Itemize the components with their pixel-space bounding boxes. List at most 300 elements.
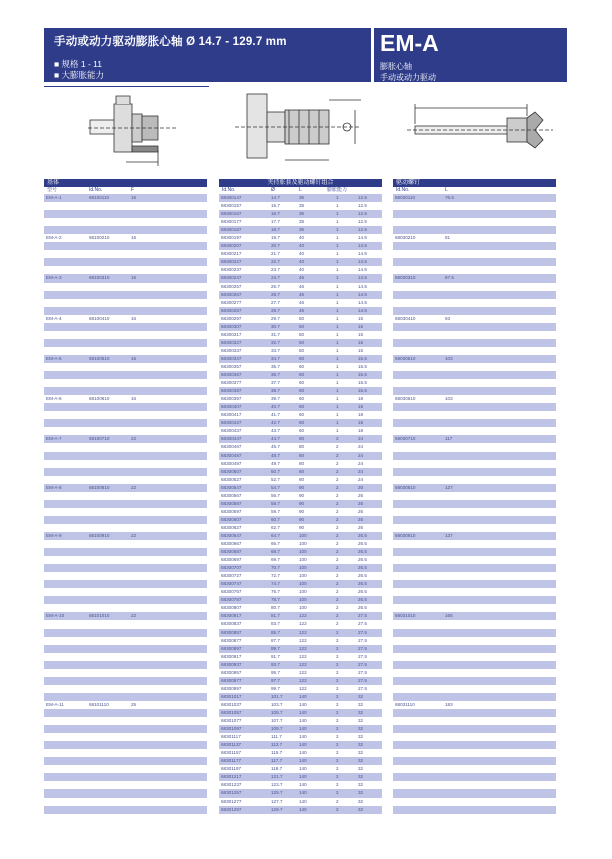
table-row (393, 757, 556, 765)
table-row (219, 226, 382, 234)
cell-type: EM-A-3 (46, 275, 62, 281)
cell-length: 40 (299, 243, 305, 249)
cell-id: 68100310 (89, 275, 110, 281)
cell-capacity: 2 (336, 516, 339, 522)
table-row (393, 556, 556, 564)
cell-diameter: 70.7 (271, 565, 280, 571)
table-row (219, 572, 382, 580)
table-row (44, 645, 207, 653)
cell-length: 140 (299, 806, 307, 812)
cell-diameter: 127.7 (271, 798, 283, 804)
drive-screw-panel (393, 179, 556, 814)
cell-value: 24 (358, 444, 364, 450)
cell-capacity: 2 (336, 468, 339, 474)
cell-id: 68300857 (221, 629, 242, 635)
cell-id: 68300377 (221, 380, 242, 386)
cell-id: 68301217 (221, 774, 242, 780)
cell-length: 140 (299, 701, 307, 707)
cell-capacity: 2 (336, 436, 339, 442)
table-row (393, 427, 556, 435)
cell-id: 68301297 (221, 806, 242, 812)
cell-id: 68300157 (221, 203, 242, 209)
table-row (219, 242, 382, 250)
table-row (219, 194, 382, 202)
cell-value: 32 (358, 726, 364, 732)
table-row (44, 194, 207, 202)
cell-value: 15 (358, 331, 364, 337)
table-row (219, 427, 382, 435)
cell-id: 68300287 (221, 307, 242, 313)
cell-capacity: 2 (336, 766, 339, 772)
cell-id: 68301077 (221, 718, 242, 724)
table-row (44, 435, 207, 443)
cell-type: EM-A-2 (46, 235, 62, 241)
cell-diameter: 42.7 (271, 420, 280, 426)
table-row (44, 773, 207, 781)
cell-length: 35 (299, 203, 305, 209)
table-row (393, 484, 556, 492)
table-row (44, 685, 207, 693)
cell-capacity: 1 (336, 299, 339, 305)
cell-diameter: 43.7 (271, 428, 280, 434)
cell-length: 90 (299, 500, 305, 506)
cell-id: 68300407 (221, 404, 242, 410)
table-row (219, 789, 382, 797)
cell-capacity: 2 (336, 500, 339, 506)
cell-capacity: 2 (336, 742, 339, 748)
cell-value: 12.5 (358, 203, 367, 209)
cell-id: 68300357 (221, 363, 242, 369)
cell-diameter: 117.7 (271, 758, 283, 764)
table-row (219, 806, 382, 814)
cell-length: 80 (299, 468, 305, 474)
cell-id: 68030310 (395, 275, 416, 281)
cell-length: 140 (299, 734, 307, 740)
cell-length: 90 (299, 508, 305, 514)
cell-length: 122 (299, 677, 307, 683)
table-row (393, 339, 556, 347)
cell-id: 68300297 (221, 315, 242, 321)
cell-id: 68300217 (221, 251, 242, 257)
cell-type: EM-A-7 (46, 436, 62, 442)
cell-capacity: 1 (336, 307, 339, 313)
table-row (44, 363, 207, 371)
table-row (393, 781, 556, 789)
cell-value: 15 (358, 339, 364, 345)
cell-capacity: 2 (336, 637, 339, 643)
cell-id: 68031010 (395, 613, 416, 619)
table-row (393, 741, 556, 749)
table-row (219, 685, 382, 693)
table-row (219, 315, 382, 323)
sleeve-panel-title: 夹持胀套及驱动螺钉组合 (219, 179, 382, 187)
cell-diameter: 78.7 (271, 597, 280, 603)
cell-id: 68300267 (221, 291, 242, 297)
table-row (44, 661, 207, 669)
cell-length: 140 (299, 766, 307, 772)
cell-id: 68100710 (89, 436, 110, 442)
cell-capacity: 1 (336, 243, 339, 249)
cell-capacity: 2 (336, 710, 339, 715)
cell-length: 60 (299, 412, 305, 418)
table-row (393, 323, 556, 331)
table-row (219, 492, 382, 500)
cell-diameter: 34.7 (271, 355, 280, 361)
table-row (393, 500, 556, 508)
cell-capacity: 1 (336, 195, 339, 200)
table-row (393, 516, 556, 524)
cell-length: 60 (299, 363, 305, 369)
cell-f: 22 (131, 613, 137, 619)
cell-id: 68300447 (221, 436, 242, 442)
table-row (44, 443, 207, 451)
cell-capacity: 2 (336, 476, 339, 482)
cell-diameter: 113.7 (271, 742, 283, 748)
table-row (44, 806, 207, 814)
cell-length: 81 (445, 235, 451, 241)
cell-capacity: 2 (336, 508, 339, 514)
cell-id: 68301057 (221, 710, 242, 715)
cell-id: 68030810 (395, 484, 416, 490)
cell-capacity: 1 (336, 203, 339, 209)
cell-length: 46 (299, 275, 305, 281)
cell-length: 140 (299, 774, 307, 780)
table-row (393, 283, 556, 291)
cell-length: 40 (299, 235, 305, 241)
cell-id: 68300697 (221, 557, 242, 563)
bullet-expansion: ■ 大膨胀能力 (54, 70, 104, 80)
cell-id: 68300397 (221, 396, 242, 402)
cell-length: 100 (299, 565, 307, 571)
cell-capacity: 2 (336, 589, 339, 595)
cell-diameter: 58.7 (271, 500, 280, 506)
cell-type: EM-A-9 (46, 532, 62, 538)
cell-id: 68301257 (221, 790, 242, 796)
table-row (393, 363, 556, 371)
cell-capacity: 1 (336, 380, 339, 386)
table-row (219, 476, 382, 484)
cell-diameter: 23.7 (271, 267, 280, 273)
table-row (219, 637, 382, 645)
cell-value: 32 (358, 774, 364, 780)
table-row (219, 210, 382, 218)
table-row (393, 194, 556, 202)
table-row (219, 733, 382, 741)
sleeve-rows (219, 194, 382, 814)
cell-capacity: 1 (336, 315, 339, 321)
table-row (219, 645, 382, 653)
cell-id: 68100110 (89, 195, 110, 200)
cell-capacity: 2 (336, 621, 339, 627)
cell-capacity: 1 (336, 372, 339, 378)
cell-value: 26.5 (358, 605, 367, 611)
table-row (393, 661, 556, 669)
drive-screw-drawing (403, 90, 563, 168)
cell-length: 35 (299, 227, 305, 233)
cell-length: 60 (299, 428, 305, 434)
table-row (219, 323, 382, 331)
table-row (393, 765, 556, 773)
cell-value: 32 (358, 693, 364, 699)
cell-length: 80 (299, 436, 305, 442)
table-row (393, 435, 556, 443)
table-row (219, 435, 382, 443)
table-row (219, 331, 382, 339)
cell-diameter: 119.7 (271, 766, 283, 772)
cell-capacity: 1 (336, 267, 339, 273)
table-row (219, 387, 382, 395)
cell-length: 122 (299, 613, 307, 619)
table-row (393, 476, 556, 484)
cell-id: 68300307 (221, 323, 242, 329)
cell-id: 68301237 (221, 782, 242, 788)
table-row (219, 677, 382, 685)
table-row (219, 798, 382, 806)
table-row (44, 516, 207, 524)
cell-value: 14.5 (358, 243, 367, 249)
table-row (219, 258, 382, 266)
table-row (219, 452, 382, 460)
table-row (44, 508, 207, 516)
table-row (219, 274, 382, 282)
table-row (44, 274, 207, 282)
cell-length: 76.5 (445, 195, 454, 200)
table-row (44, 307, 207, 315)
cell-id: 68300277 (221, 299, 242, 305)
table-row (44, 757, 207, 765)
table-row (44, 250, 207, 258)
cell-value: 14.5 (358, 283, 367, 289)
cell-capacity: 2 (336, 557, 339, 563)
table-row (393, 452, 556, 460)
cell-id: 68030610 (395, 396, 416, 402)
cell-value: 32 (358, 766, 364, 772)
cell-f: 22 (131, 532, 137, 538)
cell-diameter: 101.7 (271, 693, 283, 699)
table-row (393, 315, 556, 323)
cell-value: 24 (358, 436, 364, 442)
cell-value: 15 (358, 347, 364, 353)
cell-value: 12.5 (358, 219, 367, 225)
table-row (219, 516, 382, 524)
table-row (44, 781, 207, 789)
cell-id: 68030710 (395, 436, 416, 442)
cell-id: 68300837 (221, 621, 242, 627)
table-row (219, 339, 382, 347)
table-row (44, 637, 207, 645)
cell-capacity: 1 (336, 412, 339, 418)
cell-length: 60 (299, 388, 305, 394)
col-diameter-header: Ø (271, 187, 275, 193)
cell-diameter: 27.7 (271, 299, 280, 305)
cell-value: 18 (358, 412, 364, 418)
table-row (393, 331, 556, 339)
table-row (393, 443, 556, 451)
table-row (219, 411, 382, 419)
cell-id: 68300437 (221, 428, 242, 434)
col-f-header: F (131, 187, 135, 193)
cell-length: 90 (299, 484, 305, 490)
table-row (393, 620, 556, 628)
cell-id: 68300547 (221, 484, 242, 490)
table-row (44, 403, 207, 411)
cell-capacity: 2 (336, 693, 339, 699)
table-row (44, 789, 207, 797)
cell-diameter: 99.7 (271, 685, 280, 691)
cell-diameter: 26.7 (271, 291, 280, 297)
table-row (44, 387, 207, 395)
table-row (219, 363, 382, 371)
cell-f: 16 (131, 235, 137, 241)
table-row (219, 548, 382, 556)
mandrel-section-drawing (86, 90, 178, 168)
cell-id: 68300227 (221, 259, 242, 265)
table-row (44, 258, 207, 266)
cell-id: 68300817 (221, 613, 242, 619)
cell-value: 26.5 (358, 565, 367, 571)
cell-length: 140 (299, 693, 307, 699)
table-row (219, 765, 382, 773)
table-row (393, 468, 556, 476)
cell-id: 68301137 (221, 742, 242, 748)
cell-id: 68301117 (221, 734, 241, 740)
cell-capacity: 2 (336, 581, 339, 587)
cell-value: 26.5 (358, 541, 367, 547)
table-row (393, 701, 556, 709)
cell-value: 26 (358, 524, 364, 530)
cell-capacity: 2 (336, 541, 339, 547)
table-row (219, 653, 382, 661)
cell-capacity: 2 (336, 677, 339, 683)
cell-value: 26.5 (358, 581, 367, 587)
table-row (393, 355, 556, 363)
cell-value: 26.5 (358, 532, 367, 538)
table-row (219, 484, 382, 492)
cell-value: 27.5 (358, 661, 367, 667)
cell-capacity: 2 (336, 685, 339, 691)
table-row (393, 709, 556, 717)
cell-capacity: 2 (336, 669, 339, 675)
cell-id: 68300197 (221, 235, 242, 241)
cell-length: 40 (299, 267, 305, 273)
sleeve-panel (219, 179, 382, 814)
cell-length: 46 (299, 307, 305, 313)
cell-value: 15 (358, 323, 364, 329)
cell-diameter: 111.7 (271, 734, 282, 740)
cell-capacity: 2 (336, 774, 339, 780)
cell-id: 68300877 (221, 637, 242, 643)
table-row (393, 210, 556, 218)
cell-value: 26 (358, 508, 364, 514)
cell-id: 68301097 (221, 726, 242, 732)
cell-capacity: 1 (336, 428, 339, 434)
cell-value: 15 (358, 315, 364, 321)
cell-diameter: 115.7 (271, 750, 283, 756)
cell-capacity: 1 (336, 251, 339, 257)
table-row (393, 411, 556, 419)
table-row (44, 395, 207, 403)
cell-length: 90 (299, 524, 305, 530)
cell-id: 68300597 (221, 508, 242, 514)
cell-length: 40 (299, 251, 305, 257)
table-row (219, 307, 382, 315)
table-row (219, 596, 382, 604)
cell-diameter: 60.7 (271, 516, 280, 522)
table-row (219, 781, 382, 789)
cell-type: EM-A-10 (46, 613, 65, 619)
cell-capacity: 1 (336, 227, 339, 233)
cell-diameter: 30.7 (271, 323, 280, 329)
cell-id: 68300427 (221, 420, 242, 426)
cell-length: 122 (299, 669, 307, 675)
table-row (44, 741, 207, 749)
cell-id: 68300727 (221, 573, 242, 579)
cell-capacity: 1 (336, 275, 339, 281)
cell-id: 68300977 (221, 677, 242, 683)
cell-id: 68300587 (221, 500, 242, 506)
cell-id: 68300327 (221, 339, 242, 345)
cell-length: 80 (299, 444, 305, 450)
table-row (393, 789, 556, 797)
cell-diameter: 93.7 (271, 661, 280, 667)
table-row (44, 596, 207, 604)
cell-diameter: 50.7 (271, 468, 280, 474)
table-row (393, 572, 556, 580)
cell-diameter: 81.7 (271, 613, 280, 619)
cell-diameter: 38.7 (271, 388, 280, 394)
cell-value: 14.5 (358, 275, 367, 281)
cell-capacity: 2 (336, 798, 339, 804)
cell-diameter: 105.7 (271, 710, 283, 715)
table-row (219, 403, 382, 411)
table-row (44, 717, 207, 725)
cell-capacity: 1 (336, 331, 339, 337)
cell-length: 140 (299, 782, 307, 788)
cell-capacity: 2 (336, 758, 339, 764)
table-row (393, 677, 556, 685)
cell-value: 26.5 (358, 549, 367, 555)
cell-id: 68300467 (221, 444, 242, 450)
table-row (219, 701, 382, 709)
cell-value: 14.5 (358, 299, 367, 305)
cell-diameter: 52.7 (271, 476, 280, 482)
cell-value: 18 (358, 404, 364, 410)
cell-length: 100 (299, 549, 307, 555)
table-row (44, 379, 207, 387)
cell-id: 68301177 (221, 758, 242, 764)
table-row (44, 339, 207, 347)
cell-id: 68100210 (89, 235, 110, 241)
cell-id: 68300387 (221, 388, 242, 394)
cell-f: 22 (131, 436, 137, 442)
col-id-header: Id.No. (89, 187, 103, 193)
cell-diameter: 29.7 (271, 315, 280, 321)
cell-diameter: 125.7 (271, 790, 283, 796)
cell-diameter: 49.7 (271, 460, 280, 466)
table-row (44, 419, 207, 427)
cell-length: 140 (299, 726, 307, 732)
table-row (44, 315, 207, 323)
table-row (44, 532, 207, 540)
table-row (44, 266, 207, 274)
cell-id: 68300627 (221, 524, 242, 530)
cell-length: 60 (299, 380, 305, 386)
cell-diameter: 46.7 (271, 444, 280, 450)
cell-capacity: 1 (336, 355, 339, 361)
table-row (44, 564, 207, 572)
cell-diameter: 31.7 (271, 331, 280, 337)
cell-id: 68300317 (221, 331, 242, 337)
